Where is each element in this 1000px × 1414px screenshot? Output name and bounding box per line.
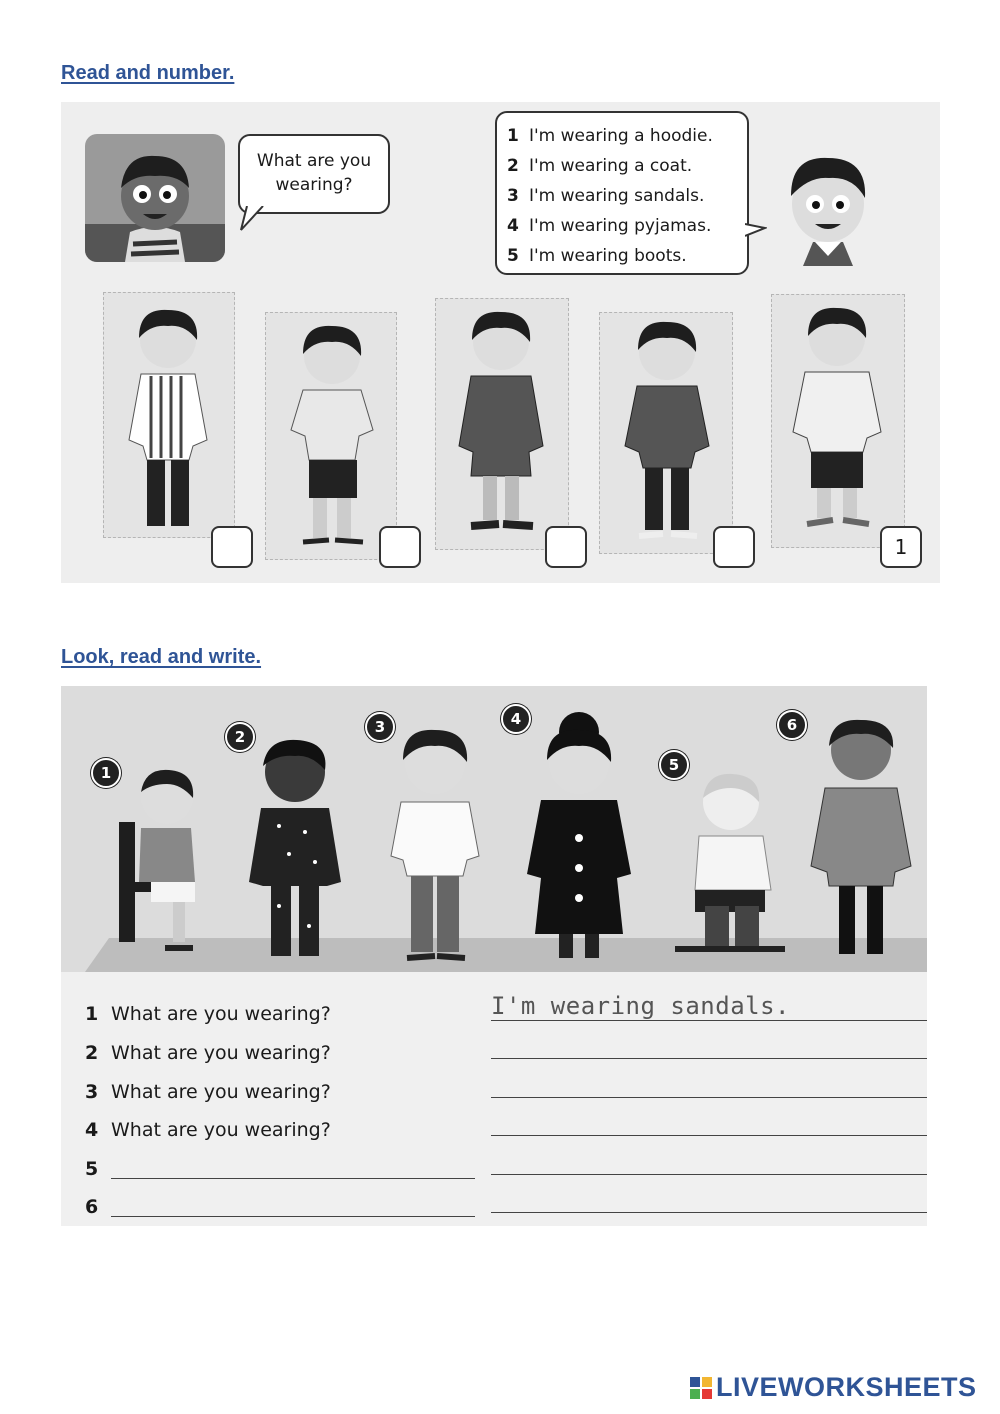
character-number-badge: 4 (501, 704, 531, 734)
boy-striped-shirt-illustration (111, 300, 225, 536)
question-row: 4 What are you wearing? (85, 1119, 331, 1141)
boy-boots-illustration (675, 766, 785, 956)
question-blank-line[interactable] (111, 1216, 475, 1217)
answer-line[interactable] (491, 1020, 927, 1021)
answer-line[interactable] (491, 1058, 927, 1059)
answer-line[interactable] (491, 1135, 927, 1136)
option-row: 1 I'm wearing a hoodie. (507, 126, 713, 146)
boy-coat-illustration (443, 306, 559, 542)
example-answer: I'm wearing sandals. (491, 992, 790, 1020)
character-number-badge: 1 (91, 758, 121, 788)
girl-hoodie-illustration (805, 716, 917, 962)
answer-box[interactable] (379, 526, 421, 568)
answer-line[interactable] (491, 1212, 927, 1213)
question-row: 5 (85, 1158, 99, 1180)
answer-box[interactable] (713, 526, 755, 568)
question-row: 1 What are you wearing? (85, 1003, 331, 1025)
option-row: 2 I'm wearing a coat. (507, 156, 693, 176)
section1-panel (61, 102, 940, 583)
girl-black-coat-illustration (519, 708, 639, 962)
logo-text: LIVEWORKSHEETS (716, 1372, 977, 1402)
answer-box[interactable] (545, 526, 587, 568)
section2-panel (61, 686, 927, 1226)
girl-sitting-sandals-illustration (111, 762, 215, 962)
bubble-tail-icon (745, 220, 767, 242)
answer-line[interactable] (491, 1097, 927, 1098)
question-row: 2 What are you wearing? (85, 1042, 331, 1064)
options-bubble (495, 111, 749, 275)
character-number-badge: 5 (659, 750, 689, 780)
section2-heading: Look, read and write. (61, 646, 262, 668)
character-number-badge: 3 (365, 712, 395, 742)
speaker-avatar (85, 134, 225, 262)
question-row: 3 What are you wearing? (85, 1081, 331, 1103)
boy-pyjamas-illustration (609, 318, 725, 548)
question-blank-line[interactable] (111, 1178, 475, 1179)
boy-sandals-illustration (275, 320, 389, 556)
option-row: 3 I'm wearing sandals. (507, 186, 705, 206)
question-bubble: What are you wearing? (238, 134, 390, 214)
girl-pyjamas-illustration (239, 736, 351, 964)
character-number-badge: 6 (777, 710, 807, 740)
answer-box[interactable] (211, 526, 253, 568)
logo-mark-icon (690, 1377, 712, 1399)
answer-box[interactable]: 1 (880, 526, 922, 568)
bubble-tail-icon (239, 206, 269, 232)
answer-line[interactable] (491, 1174, 927, 1175)
character-number-badge: 2 (225, 722, 255, 752)
section1-heading: Read and number. (61, 62, 235, 84)
option-row: 4 I'm wearing pyjamas. (507, 216, 712, 236)
question-row: 6 (85, 1196, 99, 1218)
boy-head-illustration (773, 146, 883, 266)
boy-jeans-illustration (379, 726, 491, 964)
liveworksheets-logo (690, 1372, 977, 1403)
boy-hoodie-illustration (779, 302, 895, 538)
option-row: 5 I'm wearing boots. (507, 246, 687, 266)
